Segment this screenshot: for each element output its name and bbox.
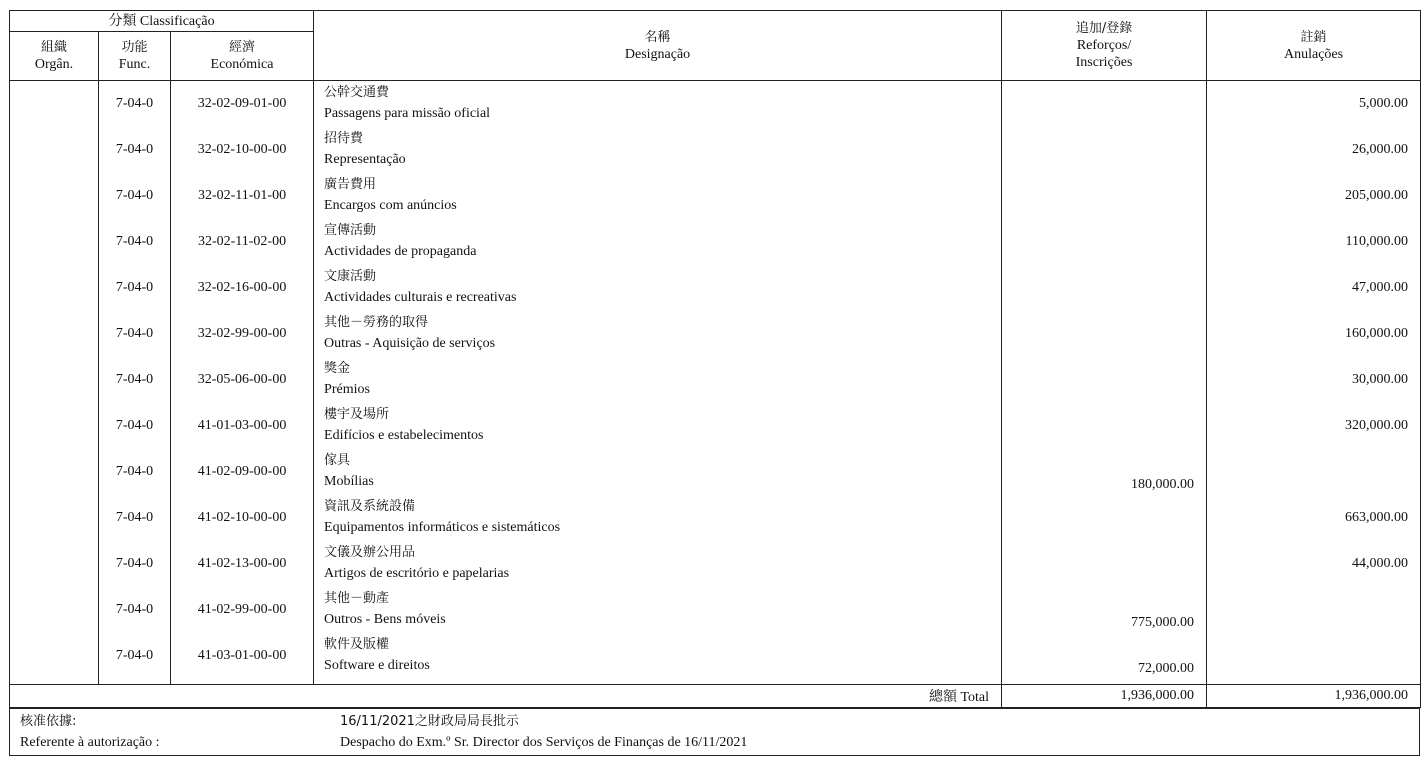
designation-pt: Outros - Bens móveis: [324, 612, 446, 627]
economic-code: 41-02-13-00-00: [197, 556, 287, 571]
designation-item: [314, 219, 1001, 265]
total-reinforcement: 1,936,000.00: [1002, 685, 1207, 708]
designation-pt: Representação: [324, 152, 406, 167]
economic-code: 41-02-09-00-00: [197, 464, 287, 479]
annulment-amount-cell: [1207, 541, 1420, 587]
annulment-column: [1207, 81, 1421, 685]
body-row: [10, 81, 1421, 685]
reinforcement-header-pt1: Reforços/: [1076, 38, 1132, 53]
economic-code: 41-02-10-00-00: [197, 510, 287, 525]
reinforcement-amount: 72,000.00: [1138, 661, 1195, 676]
designation-pt: Actividades de propaganda: [324, 244, 477, 259]
annulment-amount-cell: [1207, 403, 1420, 449]
designation-zh: 公幹交通費: [324, 85, 390, 100]
designation-zh: 文康活動: [324, 269, 377, 284]
economic-code: 32-02-11-02-00: [197, 234, 287, 249]
function-code: 7-04-0: [115, 648, 154, 663]
economic-column: [171, 81, 314, 685]
function-header-zh: 功能: [121, 40, 148, 55]
authorization-label-pt: Referente à autorização :: [20, 735, 160, 750]
annulment-amount-cell: [1207, 173, 1420, 219]
budget-table: [9, 10, 1421, 708]
function-code: 7-04-0: [115, 96, 154, 111]
designation-zh: 文儀及辦公用品: [324, 545, 416, 560]
annulment-amount: 44,000.00: [1352, 556, 1409, 571]
designation-item: [314, 495, 1001, 541]
function-code: 7-04-0: [115, 602, 154, 617]
designation-pt: Outras - Aquisição de serviços: [324, 336, 496, 351]
reinforcement-amount-cell: [1002, 219, 1206, 265]
organ-header-pt: Orgân.: [34, 57, 74, 72]
total-label: 總額 Total: [10, 685, 1002, 708]
annulment-amount-cell: [1207, 633, 1420, 679]
annulment-amount-cell: [1207, 357, 1420, 403]
function-code: 7-04-0: [115, 510, 154, 525]
annulment-amount: 663,000.00: [1345, 510, 1409, 525]
function-column: [99, 81, 171, 685]
designation-column: [314, 81, 1002, 685]
designation-item: [314, 265, 1001, 311]
classification-header: 分類 Classificação: [10, 11, 314, 32]
annulment-amount-cell: [1207, 81, 1420, 127]
function-code: 7-04-0: [115, 464, 154, 479]
economic-code: 32-02-99-00-00: [197, 326, 287, 341]
designation-pt: Artigos de escritório e papelarias: [324, 566, 510, 581]
header-row-1: [10, 11, 1421, 32]
designation-item: [314, 587, 1001, 633]
designation-item: [314, 449, 1001, 495]
reinforcement-amount-cell: [1002, 587, 1206, 633]
annulment-amount: 160,000.00: [1345, 326, 1409, 341]
annulment-amount-cell: [1207, 449, 1420, 495]
economic-code: 32-05-06-00-00: [197, 372, 287, 387]
function-code: 7-04-0: [115, 280, 154, 295]
annulment-amount: 110,000.00: [1345, 234, 1409, 249]
annulment-amount: 5,000.00: [1359, 96, 1409, 111]
annulment-header: [1207, 11, 1421, 81]
organ-column: [10, 81, 99, 685]
annulment-header-zh: 註銷: [1300, 29, 1327, 45]
reinforcement-column: [1002, 81, 1207, 685]
authorization-value-zh: 16/11/2021之財政局局長批示: [340, 714, 519, 729]
economic-code: 41-03-01-00-00: [197, 648, 287, 663]
organ-header-zh: 組織: [40, 40, 67, 55]
designation-item: [314, 127, 1001, 173]
economic-code: 32-02-10-00-00: [197, 142, 287, 157]
designation-zh: 資訊及系統設備: [324, 499, 416, 514]
designation-item: [314, 541, 1001, 587]
function-code: 7-04-0: [115, 326, 154, 341]
function-code: 7-04-0: [115, 234, 154, 249]
organ-header: [10, 32, 99, 81]
annulment-amount-cell: [1207, 265, 1420, 311]
reinforcement-amount-cell: [1002, 449, 1206, 495]
designation-zh: 傢具: [324, 453, 351, 468]
economic-header-zh: 經濟: [229, 40, 256, 55]
annulment-header-pt: Anulações: [1283, 46, 1344, 62]
reinforcement-amount-cell: [1002, 495, 1206, 541]
reinforcement-amount-cell: [1002, 633, 1206, 679]
function-code: 7-04-0: [115, 142, 154, 157]
economic-code: 32-02-09-01-00: [197, 96, 287, 111]
total-annulment: 1,936,000.00: [1207, 685, 1421, 708]
economic-code: 41-02-99-00-00: [197, 602, 287, 617]
reinforcement-amount-cell: [1002, 173, 1206, 219]
designation-zh: 軟件及版權: [324, 637, 390, 652]
designation-item: [314, 173, 1001, 219]
reinforcement-amount-cell: [1002, 541, 1206, 587]
designation-pt: Prémios: [324, 382, 370, 397]
annulment-amount: 205,000.00: [1345, 188, 1409, 203]
designation-zh: 樓宇及場所: [324, 407, 390, 422]
designation-item: [314, 81, 1001, 127]
economic-code: 32-02-11-01-00: [197, 188, 287, 203]
designation-zh: 獎金: [324, 361, 351, 376]
annulment-amount: 30,000.00: [1352, 372, 1409, 387]
function-header: [99, 32, 171, 81]
authorization-value: [340, 711, 747, 753]
designation-zh: 廣告費用: [324, 177, 377, 192]
authorization-label: [20, 711, 160, 753]
annulment-amount: 320,000.00: [1345, 418, 1409, 433]
designation-pt: Equipamentos informáticos e sistemáticos: [324, 520, 561, 535]
designation-pt: Encargos com anúncios: [324, 198, 457, 213]
designation-item: [314, 633, 1001, 679]
designation-header: [314, 11, 1002, 81]
designation-item: [314, 311, 1001, 357]
designation-zh: 其他－動產: [324, 591, 390, 606]
designation-header-zh: 名稱: [644, 29, 671, 45]
authorization-value-pt: Despacho do Exm.º Sr. Director dos Serviços de Finanças de 16/11/2021: [340, 735, 748, 750]
reinforcement-header: [1002, 11, 1207, 81]
economic-code: 32-02-16-00-00: [197, 280, 287, 295]
designation-item: [314, 357, 1001, 403]
reinforcement-amount-cell: [1002, 81, 1206, 127]
designation-pt: Software e direitos: [324, 658, 430, 673]
designation-pt: Mobílias: [324, 474, 374, 489]
annulment-amount: 26,000.00: [1352, 142, 1409, 157]
reinforcement-amount: 180,000.00: [1131, 477, 1195, 492]
designation-pt: Edifícios e estabelecimentos: [324, 428, 484, 443]
annulment-amount: 47,000.00: [1352, 280, 1409, 295]
reinforcement-amount-cell: [1002, 311, 1206, 357]
authorization-section: [9, 708, 1420, 756]
economic-code: 41-01-03-00-00: [197, 418, 287, 433]
reinforcement-header-pt2: Inscrições: [1075, 55, 1133, 70]
reinforcement-amount-cell: [1002, 127, 1206, 173]
total-row: [10, 685, 1421, 708]
reinforcement-amount: 775,000.00: [1131, 615, 1195, 630]
annulment-amount-cell: [1207, 587, 1420, 633]
designation-zh: 宣傳活動: [324, 223, 377, 238]
function-code: 7-04-0: [115, 188, 154, 203]
function-code: 7-04-0: [115, 418, 154, 433]
reinforcement-amount-cell: [1002, 265, 1206, 311]
designation-header-pt: Designação: [624, 46, 691, 62]
designation-zh: 其他－勞務的取得: [324, 315, 429, 330]
function-code: 7-04-0: [115, 372, 154, 387]
economic-header: [171, 32, 314, 81]
reinforcement-amount-cell: [1002, 357, 1206, 403]
designation-pt: Passagens para missão oficial: [324, 106, 491, 121]
authorization-label-zh: 核准依據:: [20, 714, 77, 729]
designation-zh: 招待費: [324, 131, 364, 146]
designation-item: [314, 403, 1001, 449]
annulment-amount-cell: [1207, 311, 1420, 357]
reinforcement-amount-cell: [1002, 403, 1206, 449]
annulment-amount-cell: [1207, 219, 1420, 265]
designation-pt: Actividades culturais e recreativas: [324, 290, 517, 305]
annulment-amount-cell: [1207, 495, 1420, 541]
economic-header-pt: Económica: [210, 57, 274, 72]
reinforcement-header-zh: 追加/登錄: [1075, 21, 1133, 36]
function-header-pt: Func.: [118, 57, 151, 72]
function-code: 7-04-0: [115, 556, 154, 571]
annulment-amount-cell: [1207, 127, 1420, 173]
